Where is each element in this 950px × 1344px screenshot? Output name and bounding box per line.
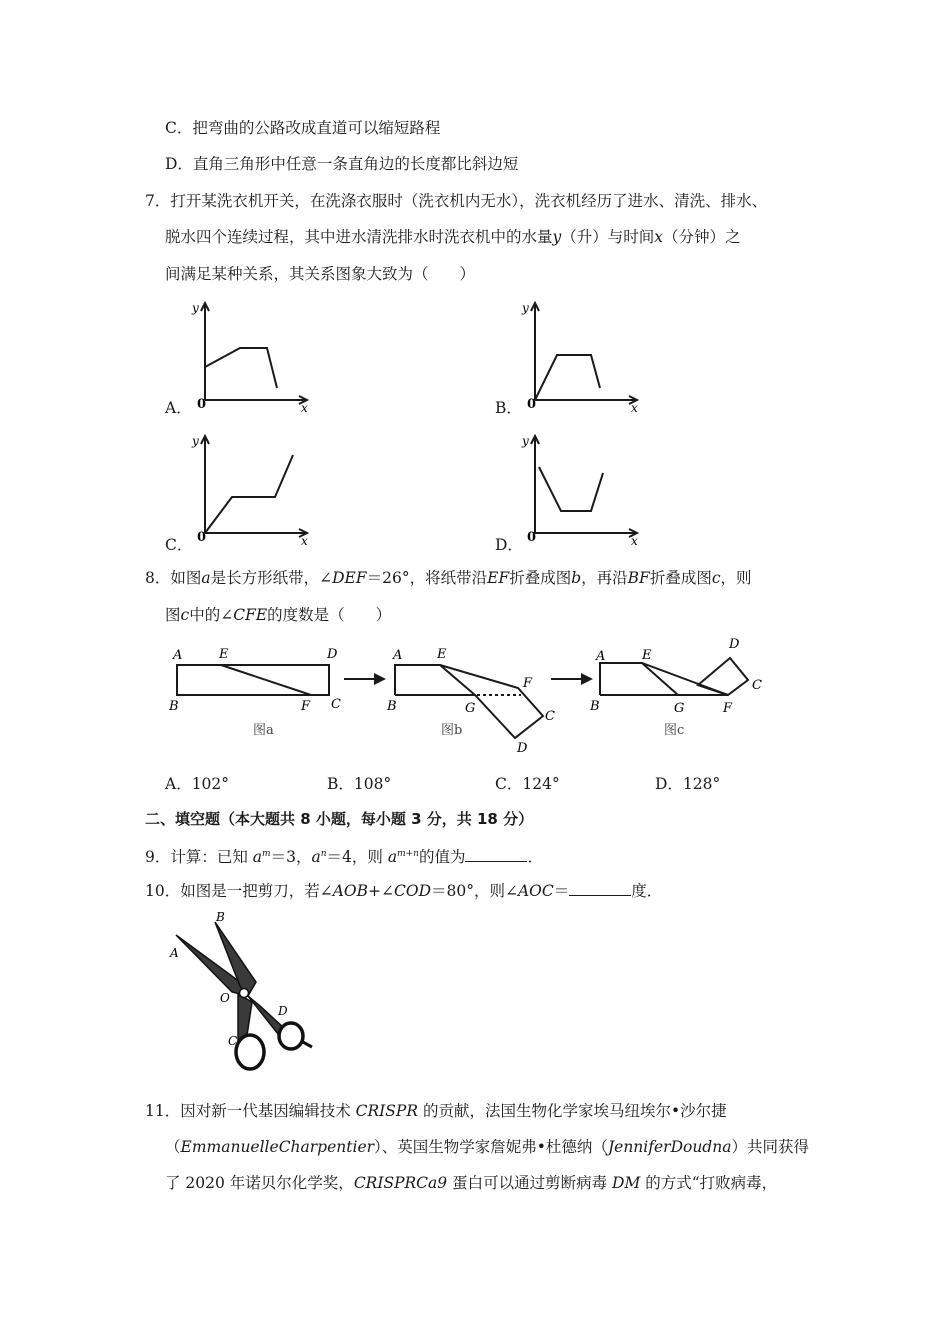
q8-figure-b — [385, 640, 565, 760]
q8-text-line1: 8．如图a是长方形纸带，∠DEF＝26°，将纸带沿EF折叠成图b，再沿BF折叠成图c，则 — [145, 569, 752, 587]
svg-text:A: A — [173, 648, 183, 663]
svg-text:E: E — [219, 647, 229, 662]
axis-y-label: y — [522, 434, 529, 448]
svg-text:D: D — [327, 647, 338, 662]
svg-text:C: C — [228, 1034, 238, 1048]
svg-text:E: E — [437, 647, 447, 662]
q7-text-line1: 7．打开某洗衣机开关，在洗涤衣服时（洗衣机内无水），洗衣机经历了进水、清洗、排水、 — [145, 192, 768, 210]
svg-text:D: D — [517, 741, 528, 756]
svg-text:C: C — [752, 678, 762, 693]
svg-text:A: A — [170, 946, 179, 960]
origin-label: 0 — [527, 530, 537, 545]
q8-option-b: B．108° — [327, 775, 392, 793]
svg-text:D: D — [729, 637, 740, 652]
q7-label-a: A． — [165, 399, 192, 417]
section-heading: 二、填空题（本大题共 8 小题，每小题 3 分，共 18 分） — [145, 810, 534, 828]
q7-label-d: D． — [495, 536, 523, 554]
origin-label: 0 — [527, 397, 537, 412]
svg-text:B: B — [387, 699, 397, 714]
axis-x-label: x — [301, 401, 308, 415]
axis-x-label: x — [301, 534, 308, 548]
svg-text:A: A — [596, 649, 606, 664]
origin-label: 0 — [197, 397, 207, 412]
q8-option-d: D．128° — [655, 775, 721, 793]
q6-option-c: C．把弯曲的公路改成直道可以缩短路程 — [165, 119, 441, 137]
arrow-icon — [340, 670, 390, 690]
axis-y-label: y — [192, 434, 199, 448]
q7-graph-d — [522, 433, 655, 548]
q7-graph-b — [522, 300, 655, 415]
answer-blank[interactable] — [465, 847, 527, 862]
q7-label-b: B． — [495, 399, 522, 417]
axis-y-label: y — [192, 301, 199, 315]
svg-text:C: C — [331, 697, 341, 712]
q11-text-line1: 11．因对新一代基因编辑技术 CRISPR 的贡献，法国生物化学家埃马纽埃尔•沙尔捷 — [145, 1102, 727, 1120]
svg-text:E: E — [642, 648, 652, 663]
svg-text:F: F — [301, 699, 311, 714]
q11-text-line2: （EmmanuelleCharpentier）、英国生物学家詹妮弗•杜德纳（JenniferDoudna）共同获得 — [165, 1138, 809, 1156]
svg-text:B: B — [590, 699, 600, 714]
q8-option-a: A．102° — [165, 775, 230, 793]
q8-figure-c — [590, 630, 780, 745]
svg-text:F: F — [723, 701, 733, 716]
svg-text:C: C — [545, 709, 555, 724]
svg-text:G: G — [674, 701, 685, 716]
svg-text:图b: 图b — [441, 723, 463, 738]
axis-x-label: x — [631, 401, 638, 415]
axis-y-label: y — [522, 301, 529, 315]
q10-text: 10．如图是一把剪刀，若∠AOB+∠COD＝80°，则∠AOC＝ 度． — [145, 882, 663, 900]
q7-label-c: C． — [165, 536, 193, 554]
q8-option-c: C．124° — [495, 775, 560, 793]
svg-text:A: A — [393, 648, 403, 663]
svg-text:O: O — [220, 991, 230, 1005]
svg-text:B: B — [216, 910, 225, 924]
origin-label: 0 — [197, 530, 207, 545]
svg-text:图a: 图a — [253, 723, 274, 738]
svg-text:B: B — [169, 699, 179, 714]
answer-blank[interactable] — [569, 881, 631, 896]
axis-x-label: x — [631, 534, 638, 548]
q6-option-d: D．直角三角形中任意一条直角边的长度都比斜边短 — [165, 155, 519, 173]
scissors-figure — [160, 910, 330, 1075]
q11-text-line3: 了 2020 年诺贝尔化学奖，CRISPRCa9 蛋白可以通过剪断病毒 DM 的方式“打败病毒， — [165, 1174, 778, 1192]
svg-text:D: D — [278, 1004, 288, 1018]
q8-text-line2: 图c中的∠CFE的度数是（ ） — [165, 606, 392, 624]
q9-text: 9．计算：已知 $a^m=3$，$a^n=4$，则 $a^{m+n}$的值为 ． — [145, 848, 543, 867]
q7-graph-a — [192, 300, 325, 415]
q7-text-line2: 脱水四个连续过程，其中进水清洗排水时洗衣机中的水量y（升）与时间x（分钟）之 — [165, 228, 741, 246]
svg-text:F: F — [523, 676, 533, 691]
q7-graph-c — [192, 433, 325, 548]
q8-figure-a — [165, 640, 345, 740]
svg-text:G: G — [465, 701, 476, 716]
q7-text-line3: 间满足某种关系，其关系图象大致为（ ） — [165, 265, 476, 283]
svg-text:图c: 图c — [664, 723, 685, 738]
